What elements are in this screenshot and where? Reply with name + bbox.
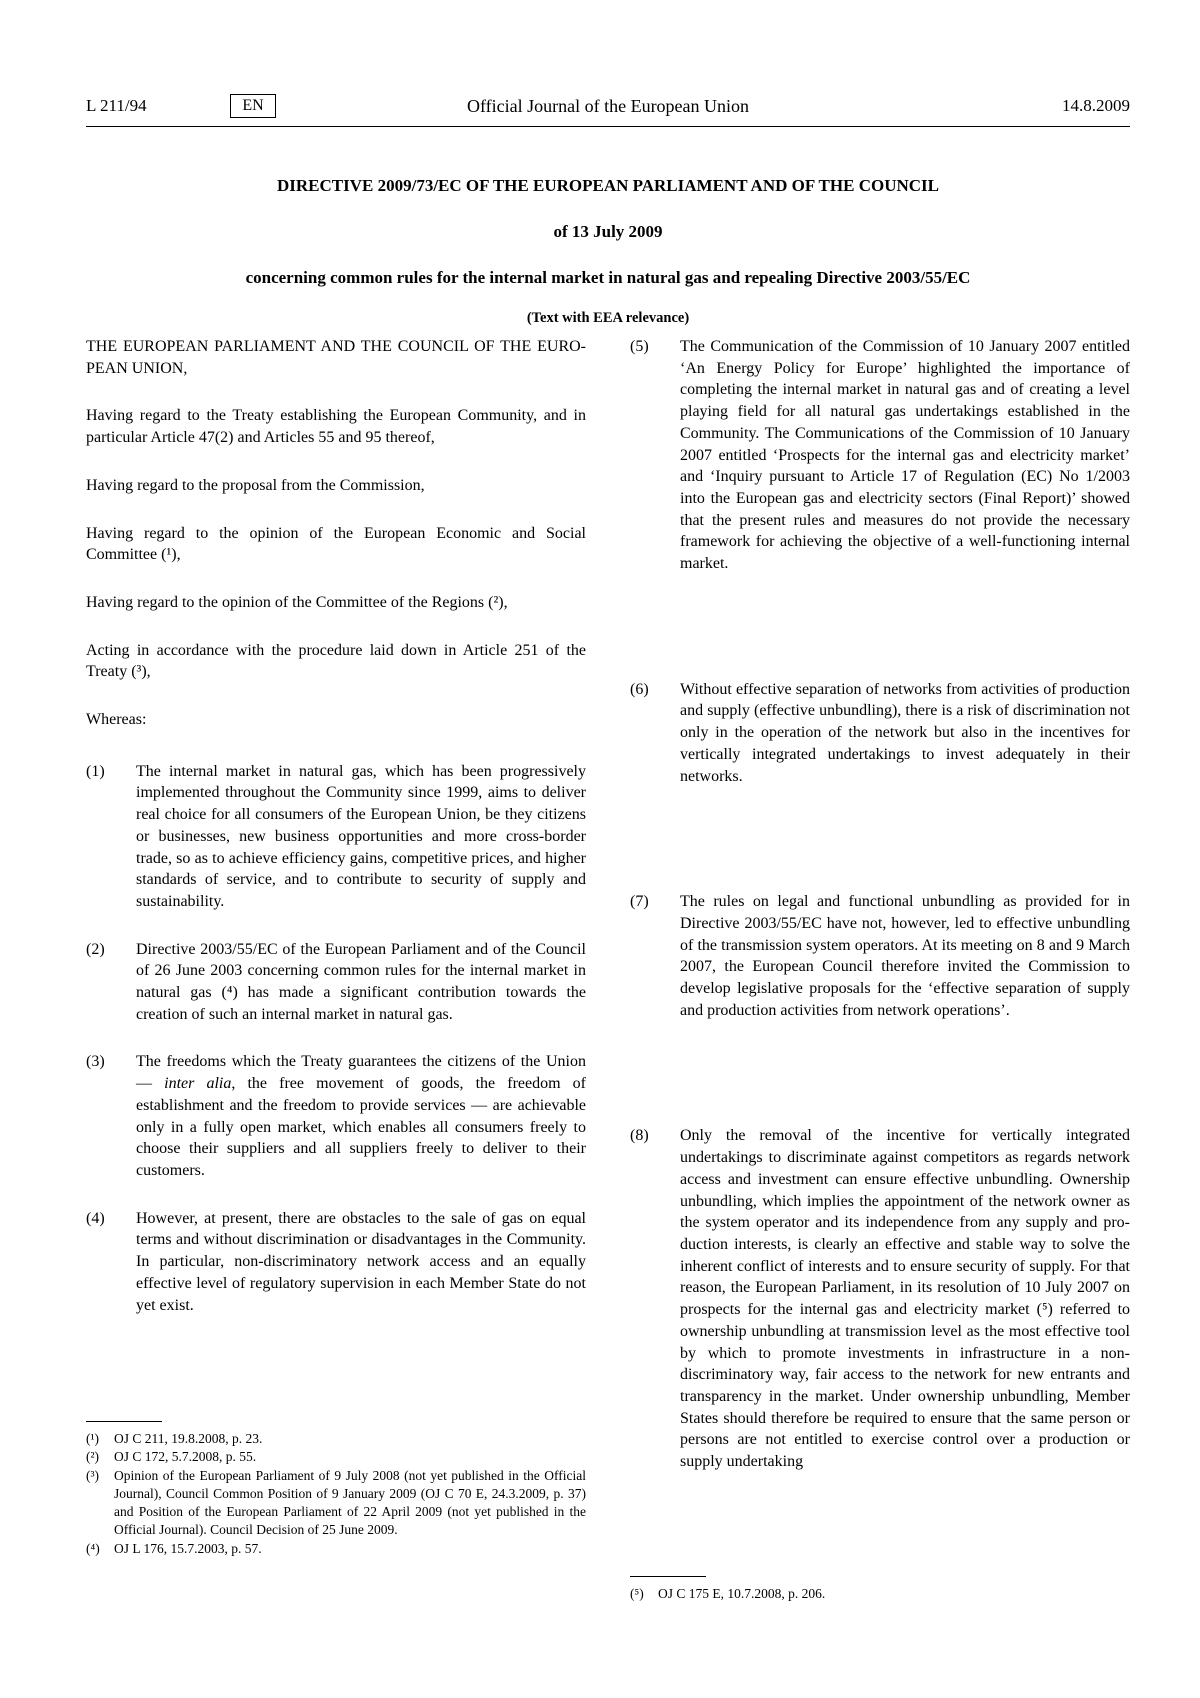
- document-title-block: [86, 176, 1130, 327]
- footnote-divider: [86, 1421, 162, 1422]
- recital-number: (7): [630, 893, 649, 911]
- page-header: [86, 96, 1130, 126]
- recital-text: referred to ownership unbundling at transmission level as the most effective tool by which to promote investments in infrastructure in a non-discriminatory way, fair access to the network for new entrants and transparency in the market. Under ownership unbundling, Member States should therefore be required to ensure that the same person or persons are not entitled to exercise control over a production or supply undertaking: [680, 1301, 1131, 1471]
- recital-text: The freedoms which the Treaty guarantees the citizens of the Union —: [136, 1053, 586, 1093]
- recital-text: The internal market in natural gas, which has been progressively implemented throughout the Community since 1999, aims to deliver real choice for all consumers of the European Union, be they citizens or businesses, new business opportunities and more cross-border trade, so as to achieve efficiency gains, competitive prices, and higher standards of service, and to contribute to security of supply and sustainability.: [136, 762, 586, 910]
- footnote-mark: (¹): [86, 1431, 100, 1446]
- left-column: [86, 336, 586, 1316]
- right-column: [630, 336, 1130, 1473]
- citation-cor-opinion: Having regard to the opinion of the Committee of the Regions (²),: [86, 593, 508, 611]
- recital-1: [86, 761, 586, 913]
- recital-number: (2): [86, 940, 105, 958]
- recital-text: , the free movement of goods, the freedom of establishment and the freedom to provide services — are achievable only in a fully open market, which enables all consumers freely to choose their suppliers and all suppliers freely to deliver to their customers.: [136, 1075, 587, 1179]
- footnote-ref[interactable]: (⁴): [221, 984, 238, 1002]
- recital-number: (4): [86, 1209, 105, 1227]
- footnote-mark: (³): [86, 1467, 100, 1483]
- recital-5: [630, 336, 1130, 575]
- citation-proposal: Having regard to the proposal from the Commission,: [86, 476, 425, 494]
- footnote-divider: [630, 1576, 706, 1577]
- recital-number: (6): [630, 680, 649, 698]
- citation-text: Having regard to the opinion of the Committee of the Regions: [86, 593, 485, 611]
- recital-text: Directive 2003/55/EC of the European Parliament and of the Council of 26 June 2003 concerning common rules for the internal market in natural gas: [136, 940, 586, 1002]
- footnote-4: [86, 1540, 586, 1558]
- recital-text: However, at present, there are obstacles to the sale of gas on equal terms and without discrimination or disadvantages in the Community. In particular, non-discriminatory network access and an equally effective level of regulatory supervision in each Member State do not yet exist.: [136, 1209, 586, 1314]
- right-footnotes: [630, 1576, 1130, 1603]
- recital-text: The Communication of the Commission of 10 January 2007 entitled ‘An Energy Policy for Europe’ highlighted the importance of completing the internal market in natural gas and of creating a level playing field for all natural gas undertakings established in the Community. The Communications of the Commission of 10 January 2007 entitled ‘Prospects for the internal gas and electricity market’ and ‘Inquiry pursuant to Article 17 of Regulation (EC) No 1/2003 into the European gas and electricity sectors (Final Report)’ showed that the present rules and measures do not provide the necessary framework for achieving the objective of a well-functioning internal market.: [680, 338, 1130, 573]
- header-divider: [86, 126, 1130, 127]
- citation-esc-opinion: Having regard to the opinion of the European Economic and Social Committee (¹),: [86, 524, 586, 564]
- directive-title: DIRECTIVE 2009/73/EC OF THE EUROPEAN PARLIAMENT AND OF THE COUNCIL: [277, 176, 939, 195]
- left-footnotes: [86, 1421, 586, 1558]
- recital-number: (1): [86, 762, 105, 780]
- footnote-mark: (²): [86, 1449, 100, 1465]
- footnote-5: [630, 1585, 1130, 1603]
- footnote-text: OJ C 211, 19.8.2008, p. 23.: [114, 1431, 263, 1446]
- journal-title: Official Journal of the European Union: [466, 96, 750, 116]
- publication-date: 14.8.2009: [1062, 96, 1130, 115]
- recital-7: [630, 891, 1130, 1021]
- citation-procedure: Acting in accordance with the procedure laid down in Article 251 of the Treaty (³),: [86, 641, 586, 681]
- recital-number: (3): [86, 1053, 105, 1071]
- eea-relevance-note: (Text with EEA relevance): [526, 310, 690, 326]
- recital-text: Only the removal of the incentive for vertically integrated undertakings to discriminate against competitors as regards network access and investment can ensure effective unbundling. Ownership unbundling, which implies the appointment of the network owner as the system operator and its independence from any supply and production interests, is clearly an effective and stable way to solve the inherent conflict of interests and to ensure security of supply. For that reason, the European Parliament, in its resolution of 10 July 2007 on prospects for the internal gas and electricity market: [680, 1127, 1130, 1319]
- recital-text: Without effective separation of networks from activities of production and supply (effective unbundling), there is a risk of discrimination not only in the operation of the network but also in the incentives for vertically integrated undertakings to invest adequately in their networks.: [680, 680, 1130, 785]
- footnote-1: [86, 1430, 586, 1448]
- footnote-text: OJ C 172, 5.7.2008, p. 55.: [114, 1449, 257, 1465]
- footnote-ref[interactable]: (²): [488, 593, 504, 611]
- recital-number: (5): [630, 338, 649, 355]
- recital-4: [86, 1208, 586, 1317]
- directive-date: of 13 July 2009: [553, 222, 663, 241]
- recital-italic: inter alia: [164, 1075, 232, 1093]
- footnote-text: OJ L 176, 15.7.2003, p. 57.: [114, 1540, 262, 1556]
- recital-text: The rules on legal and functional unbundling as provided for in Directive 2003/55/EC have not, however, led to effective unbundling of the transmission system operators. At its meeting on 8 and 9 March 2007, the European Council therefore invited the Commission to develop legislative proposals for the ‘effective separation of supply and production activities from network operations’.: [680, 893, 1130, 1019]
- footnote-text: Opinion of the European Parliament of 9 July 2008 (not yet published in the Official Journal), Council Common Position of 9 January 2009 (OJ C 70 E, 24.3.2009, p. 37) and Position of the European Parliament of 22 April 2009 (not yet published in the Official Journal). Council Decision of 25 June 2009.: [114, 1467, 586, 1538]
- whereas-heading: Whereas:: [86, 711, 147, 729]
- recital-8: [630, 1125, 1130, 1472]
- directive-subject: concerning common rules for the internal market in natural gas and repealing Directive 2003/55/EC: [245, 268, 971, 287]
- citation-text: Having regard to the opinion of the European Economic and Social Committee: [86, 524, 586, 564]
- recital-6: [630, 679, 1130, 788]
- recital-number: (8): [630, 1127, 649, 1145]
- preamble-opening: THE EUROPEAN PARLIAMENT AND THE COUNCIL OF THE EUROPEAN UNION,: [86, 338, 586, 377]
- footnote-ref[interactable]: (⁵): [1036, 1301, 1053, 1319]
- footnote-mark: (⁴): [86, 1540, 100, 1556]
- footnote-text: OJ C 175 E, 10.7.2008, p. 206.: [658, 1586, 826, 1601]
- recital-2: [86, 939, 586, 1026]
- footnote-2: [86, 1448, 586, 1466]
- footnote-mark: (⁵): [630, 1586, 644, 1601]
- language-badge: EN: [230, 94, 276, 118]
- footnote-ref[interactable]: (¹): [161, 546, 177, 564]
- footnote-ref[interactable]: (³): [131, 663, 147, 681]
- page-reference: L 211/94: [86, 96, 147, 115]
- recital-3: [86, 1051, 586, 1181]
- citation-treaty: Having regard to the Treaty establishing the European Community, and in particular Article 47(2) and Articles 55 and 95 thereof,: [86, 407, 586, 447]
- footnote-3: [86, 1467, 586, 1540]
- recital-text: has made a significant contribution towards the creation of such an internal market in natural gas.: [136, 984, 587, 1023]
- citation-text: Acting in accordance with the procedure laid down in Article 251 of the Treaty: [86, 641, 586, 681]
